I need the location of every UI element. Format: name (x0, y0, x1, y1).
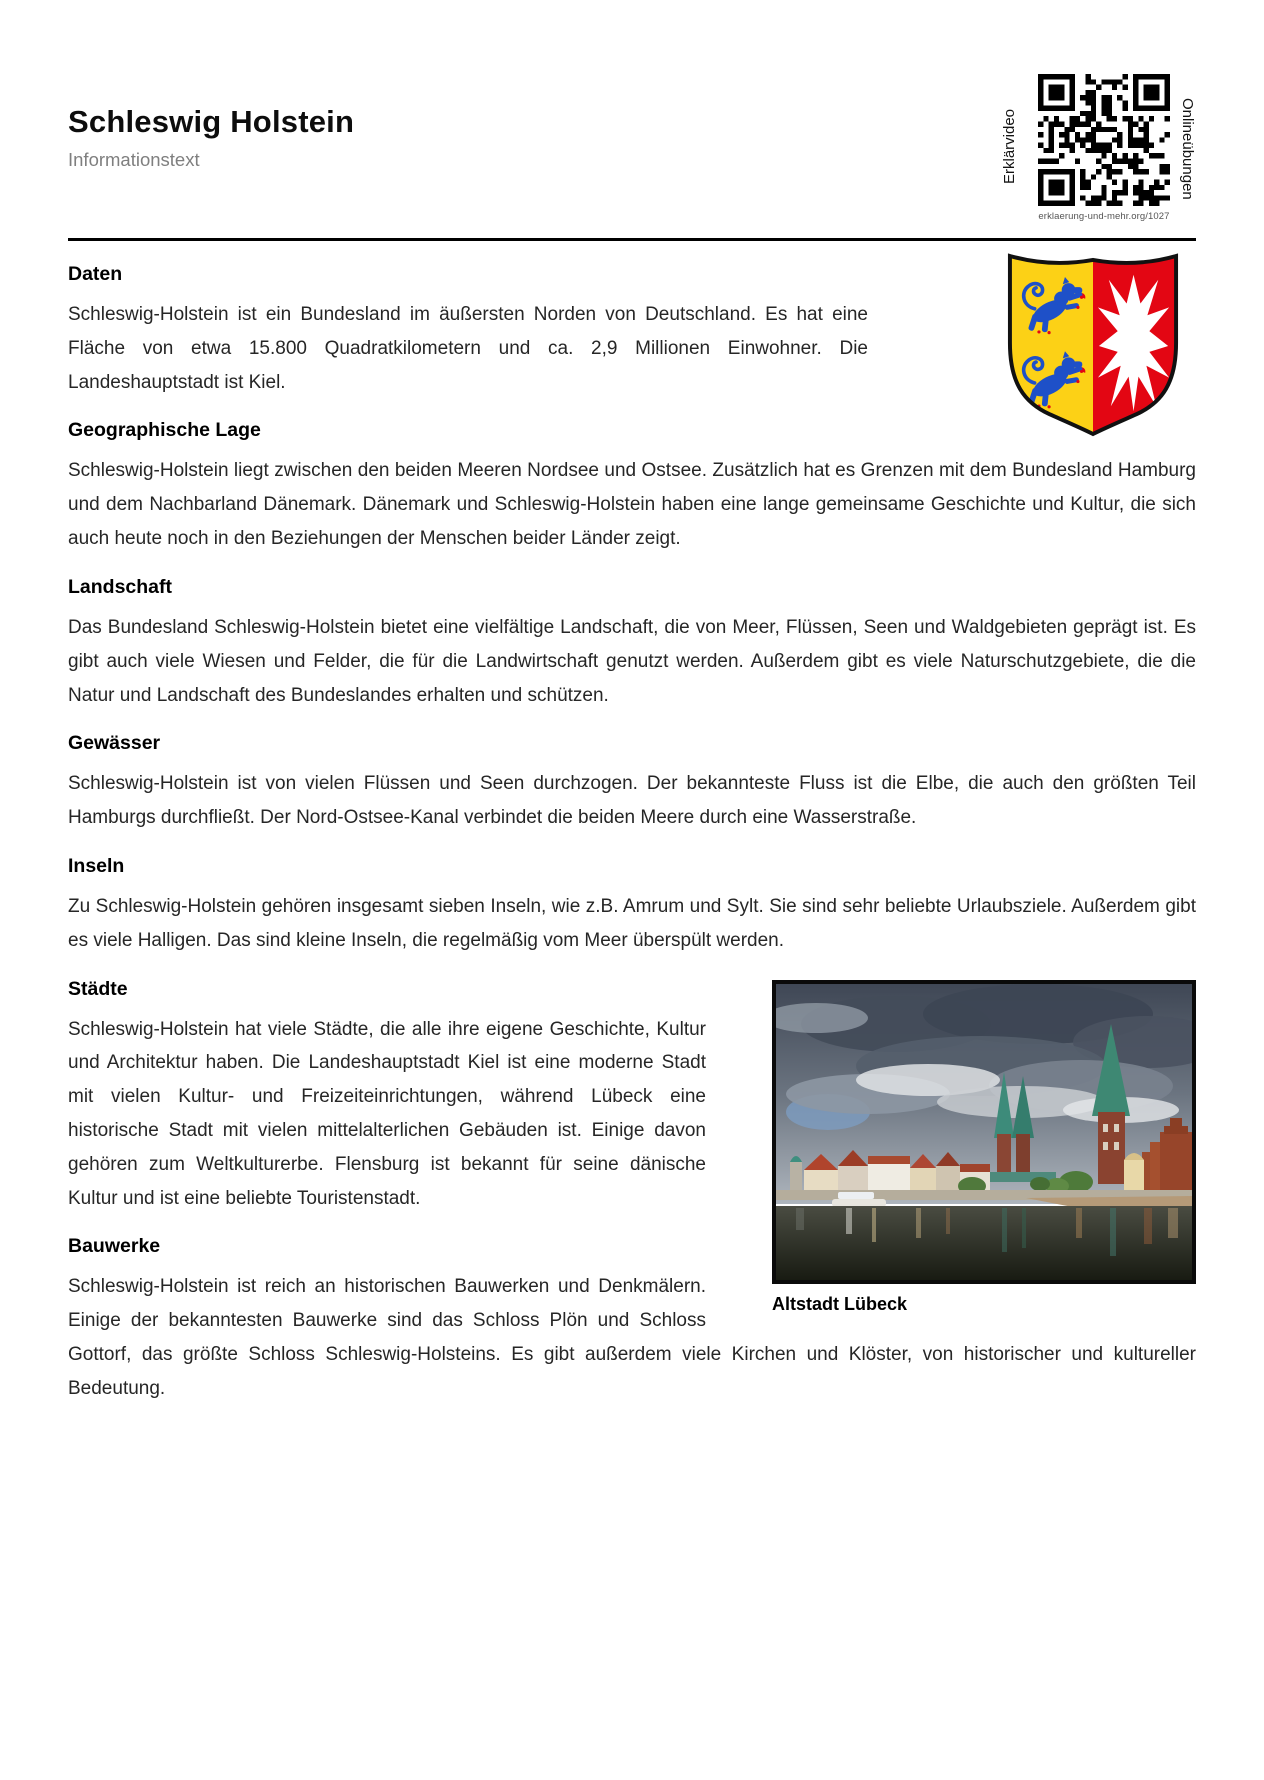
qr-url: erklaerung-und-mehr.org/1027 (1038, 211, 1170, 222)
section-heading: Landschaft (68, 575, 173, 598)
section-heading: Daten (68, 263, 123, 285)
section-inseln (68, 855, 1196, 958)
section-heading: Gewässer (68, 732, 161, 755)
qr-block (1001, 68, 1196, 222)
page-title: Schleswig Holstein (68, 104, 355, 139)
coat-of-arms-graphic (1004, 246, 1182, 440)
section-heading: Städte (68, 977, 128, 1000)
section-heading: Geographische Lage (68, 419, 261, 442)
page-subtitle: Informationstext (68, 149, 200, 170)
onlineuebungen-label: Onlineübungen (1179, 98, 1196, 200)
section-body: Schleswig-Holstein liegt zwischen den beiden Meeren Nordsee und Ostsee. Zusätzlich hat es Grenzen mit dem Bundesland Hamburg und dem Nachbarland Dänemark. Dänemark und Schleswig-Holstein haben eine lange gemeinsame Geschichte und Kultur, die sich auch heute noch in den Beziehungen der Menschen beider Länder zeigt. (68, 460, 1196, 550)
section-body: Das Bundesland Schleswig-Holstein bietet eine vielfältige Landschaft, die von Meer, Flüssen, Seen und Waldgebieten geprägt ist. Es gibt auch viele Wiesen und Felder, die für die Landwirtschaft genutzt werden. Außerdem gibt es viele Naturschutzgebiete, die die Natur und Landschaft des Bundeslandes erhalten und schützen. (68, 616, 1196, 706)
title-block (68, 104, 354, 171)
qr-column (1038, 74, 1170, 222)
coat-of-arms-schleswig-holstein (1004, 246, 1182, 440)
section-heading: Bauwerke (68, 1235, 161, 1258)
shield-field-gold (1004, 246, 1093, 440)
section-body: Schleswig-Holstein ist reich an historischen Bauwerken und Denkmälern. Einige der bekanntesten Bauwerke sind das Schloss Plön und Schloss Gottorf, das größte Schloss Schleswig-Holsteins. Es gibt außerdem viele Kirchen und Klöster, von historischer und kultureller Bedeutung. (68, 1276, 1196, 1399)
section-landschaft (68, 576, 1196, 712)
photo-caption: Altstadt Lübeck (772, 1293, 908, 1314)
section-body: Schleswig-Holstein ist ein Bundesland im äußersten Norden von Deutschland. Es hat eine Fläche von etwa 15.800 Quadratkilometern und ca. 2,9 Millionen Einwohner. Die Landeshauptstadt ist Kiel. (68, 304, 868, 393)
section-body: Schleswig-Holstein hat viele Städte, die alle ihre eigene Geschichte, Kultur und Architektur haben. Die Landeshauptstadt Kiel ist eine moderne Stadt mit vielen Kultur- und Freizeiteinrichtungen, während Lübeck eine historische Stadt mit vielen mittelalterlichen Gebäuden ist. Einige davon gehören zum Weltkulturerbe. Flensburg ist bekannt für seine dänische Kultur und ist eine beliebte Touristenstadt. (68, 1018, 706, 1209)
photo-frame (772, 980, 1196, 1284)
qr-code (1038, 74, 1170, 206)
erklaervideo-label: Erklärvideo (1001, 108, 1018, 184)
altstadt-luebeck-photo (776, 984, 1192, 1280)
section-gewaesser (68, 732, 1196, 835)
section-body: Zu Schleswig-Holstein gehören insgesamt sieben Inseln, wie z.B. Amrum und Sylt. Sie sind sehr beliebte Urlaubsziele. Außerdem gibt es viele Halligen. Das sind kleine Inseln, die regelmäßig vom Meer überspült werden. (68, 895, 1196, 951)
header (68, 64, 1196, 241)
section-body: Schleswig-Holstein ist von vielen Flüssen und Seen durchzogen. Der bekannteste Fluss ist die Elbe, die auch den größten Teil Hamburgs durchfließt. Der Nord-Ostsee-Kanal verbindet die beiden Meere durch eine Wasserstraße. (68, 773, 1196, 829)
photo-figure (772, 980, 1196, 1315)
section-heading: Inseln (68, 854, 125, 877)
